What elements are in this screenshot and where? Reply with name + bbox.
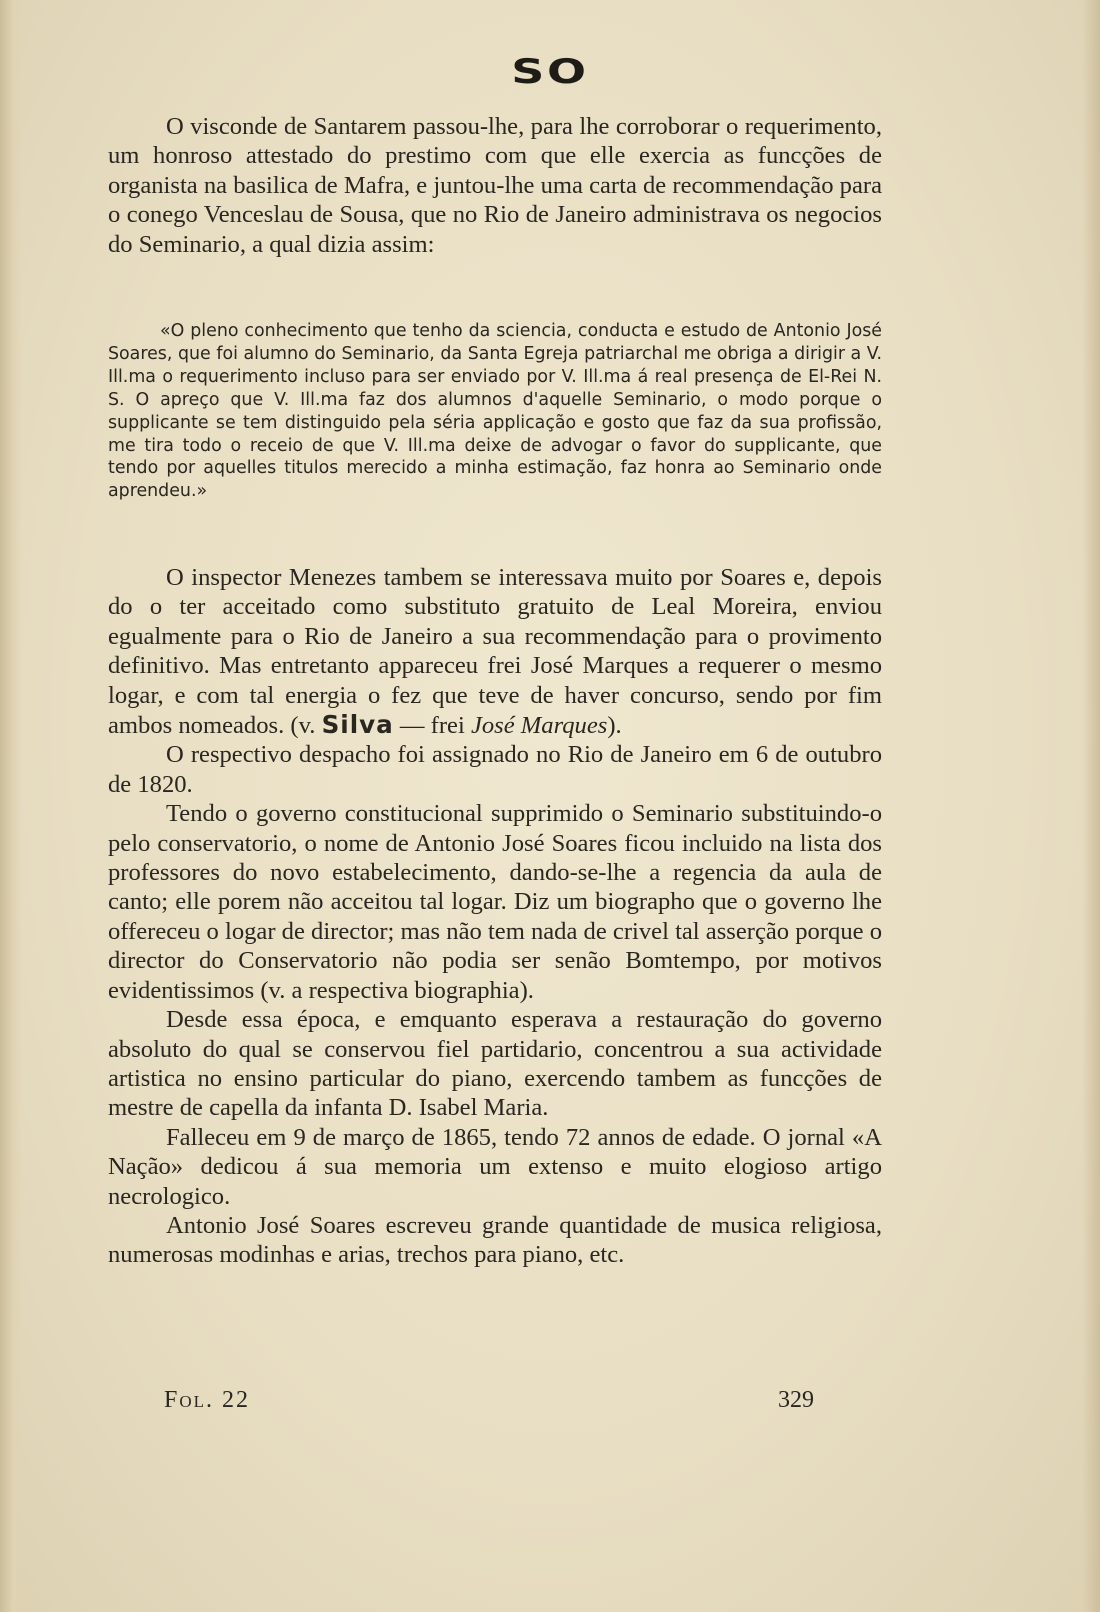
signature-mark: Fol. 22: [164, 1387, 251, 1413]
cross-reference-title: José Marques: [470, 712, 608, 740]
page-edge-left: [0, 0, 22, 1612]
paragraph-inspector-text: O inspector Menezes tambem se interessava muito por Soares e, depois do o ter acceitado como substituto gratuito de Leal Moreira, enviou egualmente para o Rio de Janeiro a sua recommendação para o provimento definitivo. Mas entretanto appareceu frei José Marques a requerer o mesmo logar, e com tal energia o fez que teve de haver concurso, sendo por fim ambos nomeados. (v.: [108, 564, 882, 740]
paragraph-inspector: [108, 563, 882, 740]
paragraph-conservatorio: Tendo o governo constitucional supprimido o Seminario substituindo-o pelo conservatorio, o nome de Antonio José Soares ficou incluido na lista dos professores do novo estabelecimento, dando-se-lhe a regencia da aula de canto; elle porem não acceitou tal logar. Diz um biographo que o governo lhe offereceu o logar de director; mas não tem nada de crivel tal asserção porque o director do Conservatorio não podia ser senão Bomtempo, por motivos evidentissimos (v. a respectiva biographia).: [108, 800, 882, 1004]
paragraph-works: Antonio José Soares escreveu grande quantidade de musica religiosa, numerosas modinhas e arias, trechos para piano, etc.: [108, 1211, 882, 1269]
body-section: [108, 563, 882, 1270]
page-edge-right: [1082, 0, 1100, 1612]
running-header: SO: [511, 52, 589, 92]
quoted-letter: «O pleno conhecimento que tenho da sciencia, conducta e estudo de Antonio José Soares, que foi alumno do Seminario, da Santa Egreja patriarchal me obriga a dirigir a V. Ill.ma o requerimento incluso para ser enviado por V. Ill.ma á real presença de El-Rei N. S. O apreço que V. Ill.ma faz dos alumnos d'aquelle Seminario, o modo porque o supplicante se tem distinguido pela séria applicação e gosto que faz da sua profissão, me tira todo o receio de que V. Ill.ma deixe de advogar o favor do supplicante, que tendo por aquelles titulos merecido a minha estimação, faz honra ao Seminario onde aprendeu.»: [108, 321, 882, 502]
cross-reference-end: ).: [607, 712, 622, 740]
paragraph-despacho: O respectivo despacho foi assignado no Rio de Janeiro em 6 de outubro de 1820.: [108, 741, 882, 798]
page-number: 329: [778, 1387, 814, 1413]
paragraph-death: Falleceu em 9 de março de 1865, tendo 72 annos de edade. O jornal «A Nação» dedicou á sua memoria um extenso e muito elogioso artigo necrologico.: [108, 1123, 882, 1210]
cross-reference-dash: — frei: [393, 712, 471, 740]
paragraph-piano-teaching: Desde essa época, e emquanto esperava a restauração do governo absoluto do qual se conservou fiel partidario, concentrou a sua actividade artistica no ensino particular do piano, exercendo tambem as funcções de mestre de capella da infanta D. Isabel Maria.: [108, 1006, 882, 1122]
paragraph-intro: O visconde de Santarem passou-lhe, para lhe corroborar o requerimento, um honroso attestado do prestimo com que elle exercia as funcções de organista na basilica de Mafra, e juntou-lhe uma carta de recommendação para o conego Venceslau de Sousa, que no Rio de Janeiro administrava os negocios do Seminario, a qual dizia assim:: [108, 113, 882, 258]
intro-section: [108, 112, 882, 259]
cross-reference-name: Silva: [321, 710, 394, 740]
